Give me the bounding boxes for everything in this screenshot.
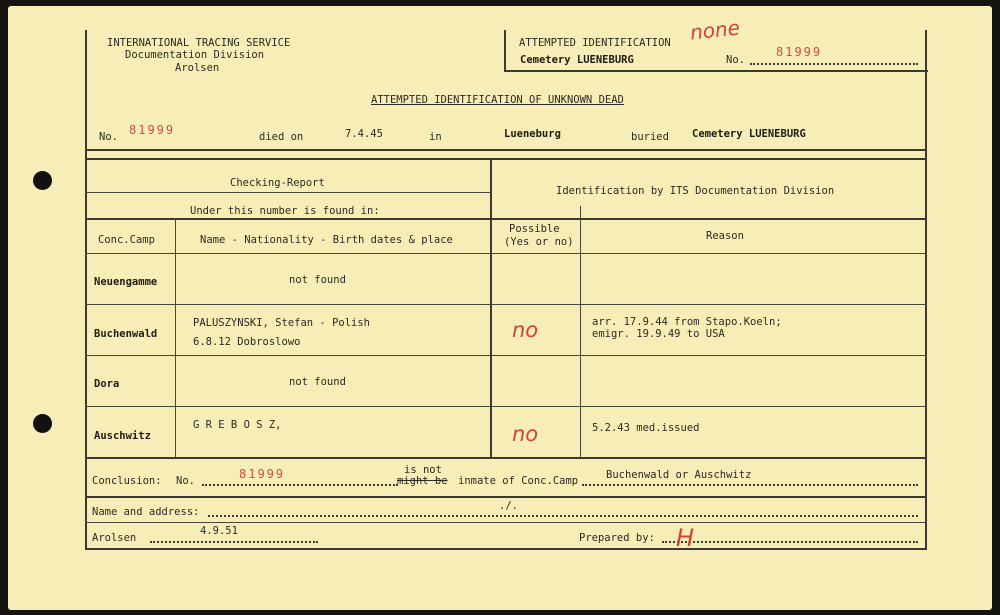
row-2-name: PALUSZYNSKI, Stefan - Polish (193, 317, 371, 329)
header-box-no-value: 81999 (776, 45, 823, 59)
row-4-possible: no (512, 422, 539, 446)
conclusion-struck-text: might be (397, 475, 448, 487)
header-box-right-border (925, 30, 927, 72)
card-bottom-rule (85, 548, 927, 550)
prepared-by-line (662, 541, 918, 543)
died-label: died on (259, 131, 304, 143)
header-box-bottom-border (504, 70, 928, 72)
row-2-camp: Buchenwald (94, 328, 158, 340)
org-name: INTERNATIONAL TRACING SERVICE (107, 37, 291, 49)
card-right-rule (925, 70, 927, 550)
col-possible-header-2: (Yes or no) (504, 236, 574, 248)
rule-column-header (85, 253, 927, 254)
rule-under-header (85, 218, 927, 220)
conclusion-no-value: 81999 (239, 467, 286, 481)
footer-date-line (150, 541, 318, 543)
in-label: in (429, 131, 442, 143)
rule-row-2 (85, 355, 927, 356)
buried-value: Cemetery LUENEBURG (692, 128, 806, 140)
handwritten-note: none (688, 15, 742, 45)
conclusion-no-line (202, 484, 398, 486)
prepared-by-initials: H (676, 524, 695, 552)
row-3-name: not found (289, 376, 346, 388)
checking-report-header: Checking-Report (230, 177, 325, 189)
row-2-reason-1: arr. 17.9.44 from Stapo.Koeln; (592, 316, 782, 328)
card-left-rule (85, 30, 87, 550)
rule-checking-report (85, 192, 490, 193)
death-place: Lueneburg (504, 128, 561, 140)
col-camp-header: Conc.Camp (98, 234, 155, 246)
rule-row-3 (85, 406, 927, 407)
under-number-header: Under this number is found in: (190, 205, 380, 217)
record-no-value: 81999 (129, 123, 176, 137)
conclusion-label: Conclusion: (92, 475, 162, 487)
record-no-label: No. (99, 131, 118, 143)
name-address-value: ./. (499, 500, 518, 512)
rule-after-record (85, 149, 927, 151)
footer-date: 4.9.51 (200, 525, 238, 537)
conclusion-camp-line (582, 484, 918, 486)
rule-row-1 (85, 304, 927, 305)
header-box-cemetery: Cemetery LUENEBURG (520, 54, 634, 66)
col-divider-possible (580, 206, 581, 457)
header-box-no-line (750, 63, 918, 65)
row-2-birth: 6.8.12 Dobroslowo (193, 336, 301, 348)
header-box-no-label: No. (726, 54, 745, 66)
col-divider-camp (175, 218, 176, 457)
org-division: Documentation Division (125, 49, 265, 61)
col-divider-main (490, 158, 492, 457)
punch-hole-top (33, 171, 52, 190)
conclusion-is-not: is not (404, 464, 442, 476)
punch-hole-bottom (33, 414, 52, 433)
header-box-title: ATTEMPTED IDENTIFICATION (519, 37, 671, 49)
form-title: ATTEMPTED IDENTIFICATION OF UNKNOWN DEAD (371, 94, 624, 106)
row-1-name: not found (289, 274, 346, 286)
row-2-reason-2: emigr. 19.9.49 to USA (592, 328, 725, 340)
table-bottom-rule (85, 457, 927, 459)
conclusion-inmate-text: inmate of Conc.Camp (458, 475, 579, 487)
name-address-label: Name and address: (92, 506, 200, 518)
died-date: 7.4.45 (345, 128, 383, 140)
rule-conclusion (85, 496, 927, 498)
row-3-camp: Dora (94, 378, 120, 390)
identification-header: Identification by ITS Documentation Division (556, 185, 835, 197)
header-box-left-border (504, 30, 506, 72)
conclusion-no-label: No. (176, 475, 195, 487)
buried-label: buried (631, 131, 669, 143)
prepared-by-label: Prepared by: (579, 532, 655, 544)
row-4-name: G R E B O S Z, (193, 419, 282, 431)
footer-place: Arolsen (92, 532, 137, 544)
col-possible-header-1: Possible (509, 223, 560, 235)
rule-name-address (85, 522, 927, 523)
table-top-rule (85, 158, 927, 160)
col-name-header: Name - Nationality - Birth dates & place (200, 234, 453, 246)
row-4-camp: Auschwitz (94, 430, 151, 442)
col-reason-header: Reason (706, 230, 744, 242)
name-address-line (208, 515, 918, 517)
conclusion-camp-value: Buchenwald or Auschwitz (606, 469, 752, 481)
row-4-reason: 5.2.43 med.issued (592, 422, 700, 434)
org-location: Arolsen (175, 62, 220, 74)
index-card (8, 6, 992, 610)
row-1-camp: Neuengamme (94, 276, 158, 288)
row-2-possible: no (512, 318, 539, 342)
